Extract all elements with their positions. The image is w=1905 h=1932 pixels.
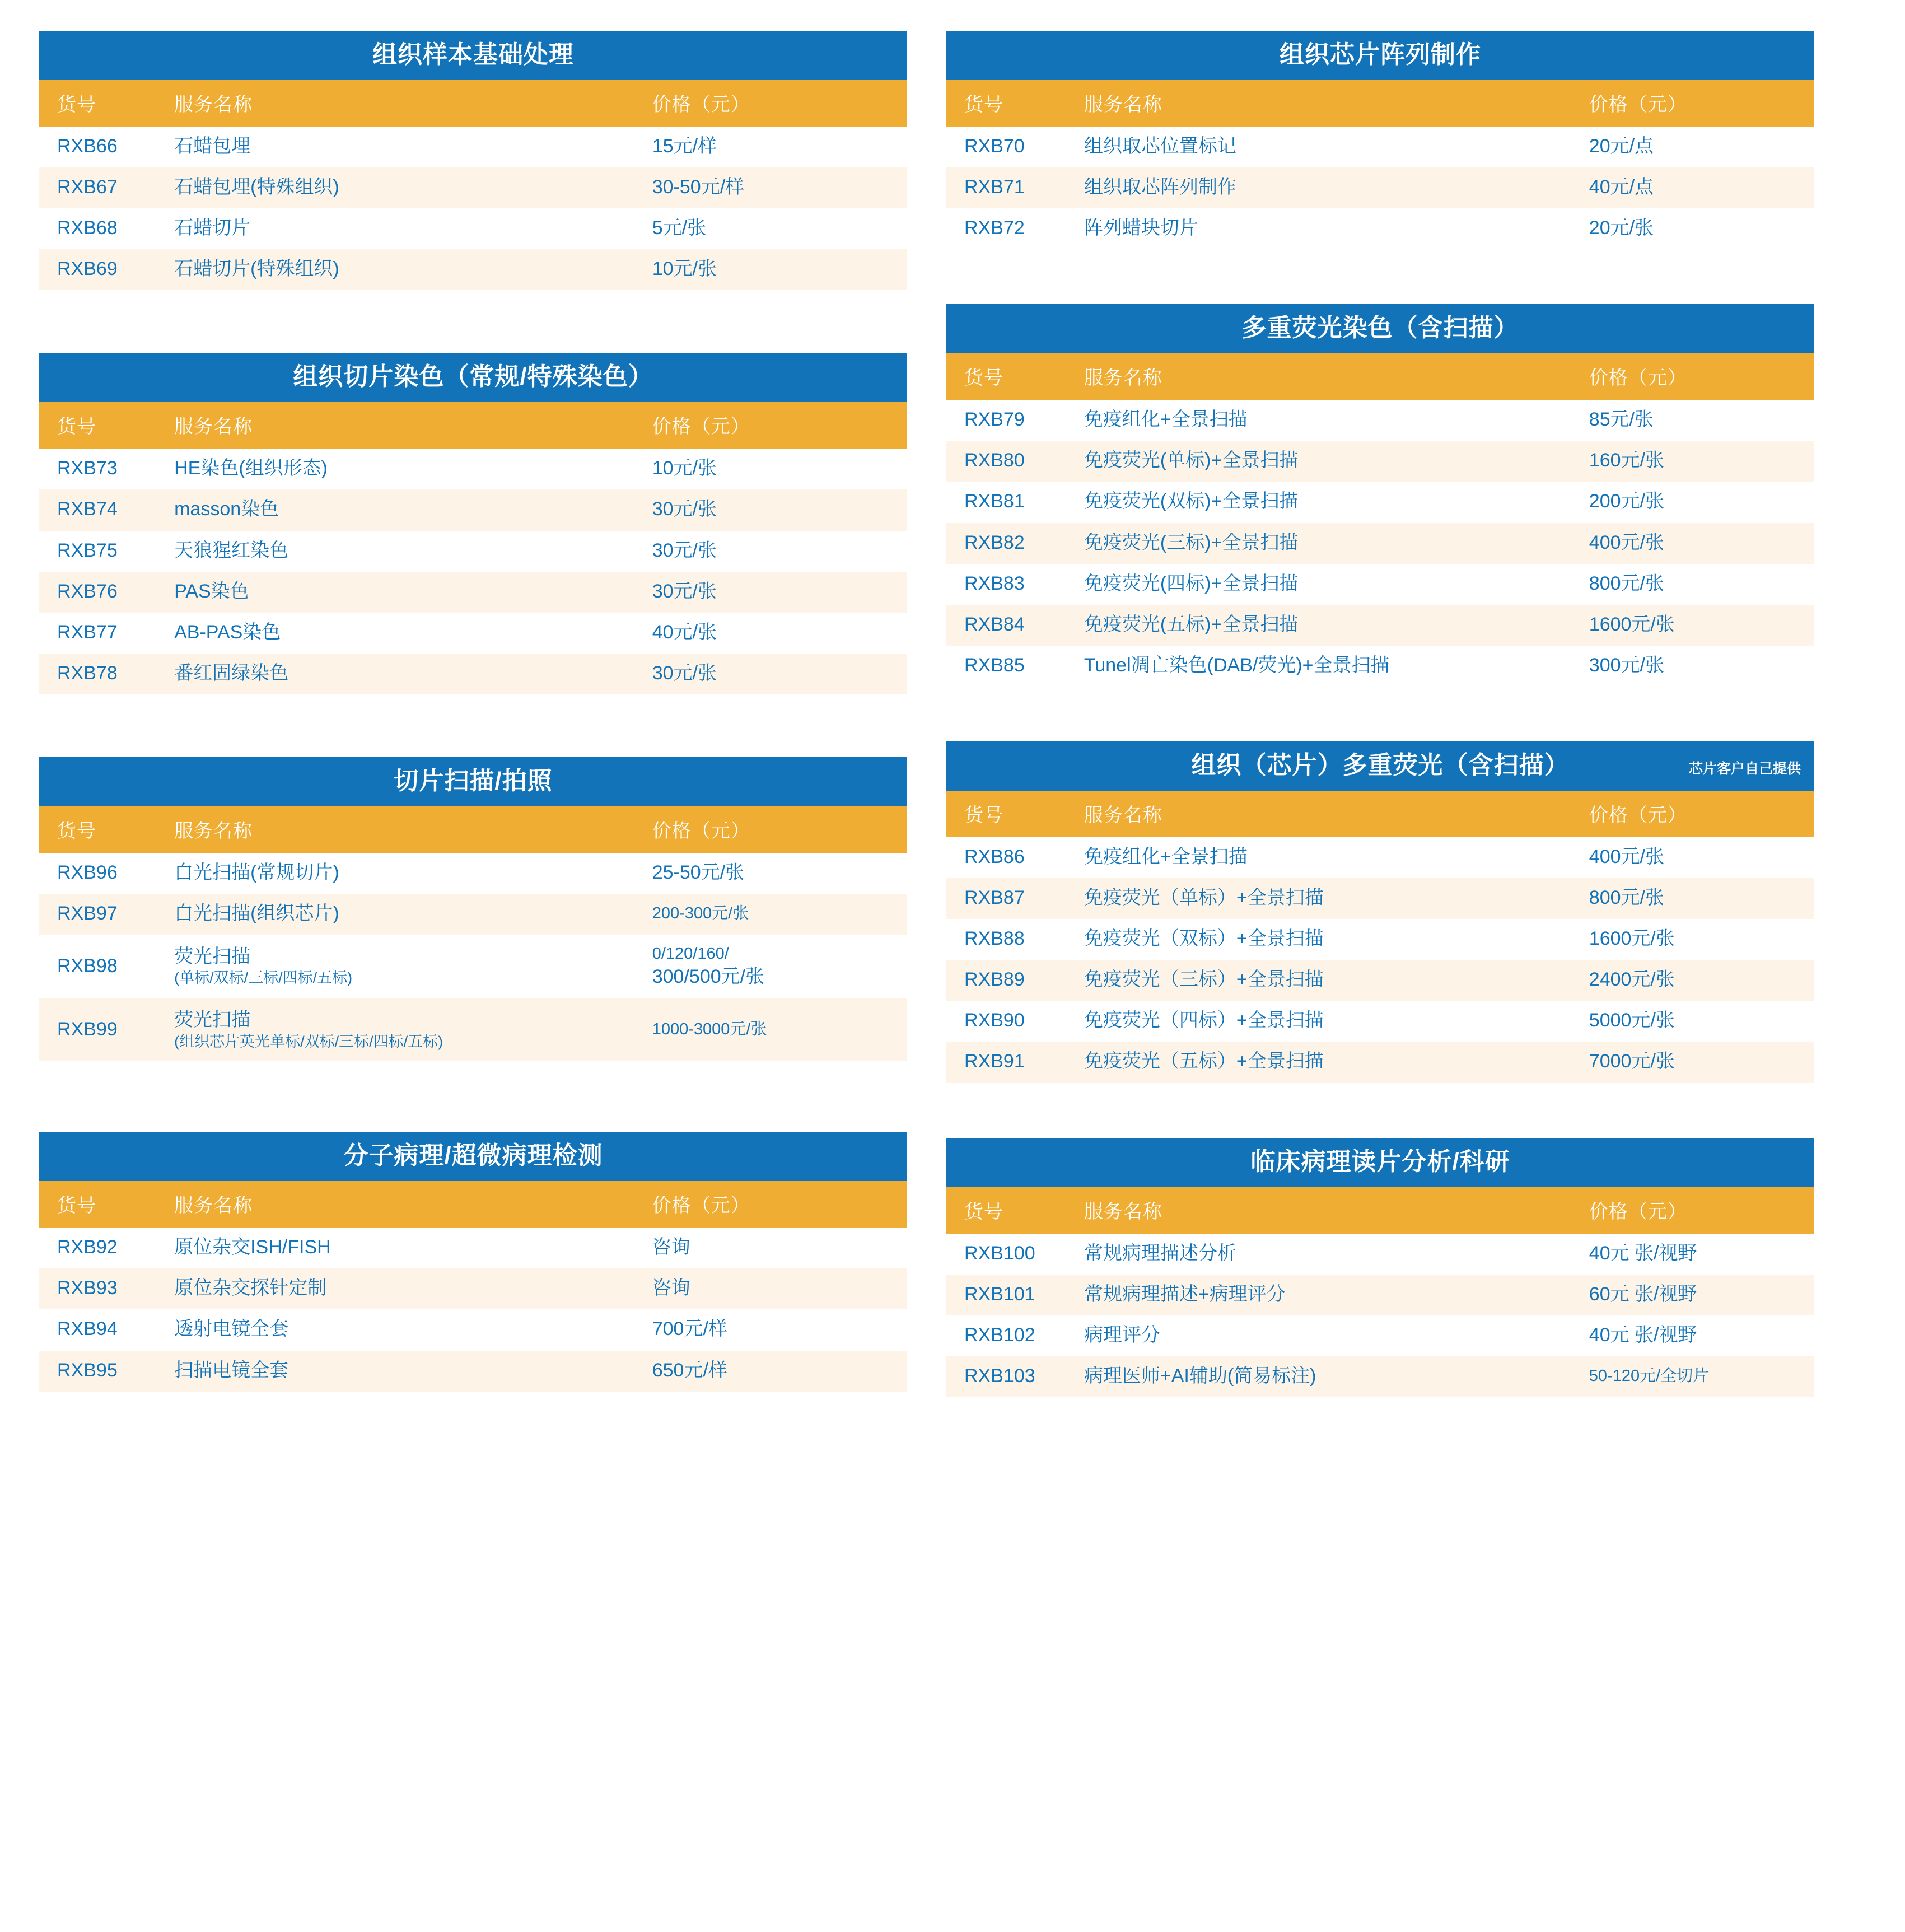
- cell-code: RXB67: [57, 176, 118, 198]
- cell-code: RXB87: [964, 887, 1025, 909]
- column-header-price: 价格（元）: [650, 402, 907, 449]
- cell-code: RXB80: [964, 450, 1025, 472]
- table-title: [39, 1132, 907, 1181]
- cell-price: 30元/张: [652, 662, 717, 684]
- cell-code: RXB84: [964, 613, 1025, 635]
- price-table-card: [946, 741, 1814, 1083]
- cell-service-name: HE染色(组织形态): [174, 458, 328, 479]
- cell-service-name: 石蜡包埋(特殊组织): [174, 176, 339, 198]
- cell-code: RXB83: [964, 572, 1025, 594]
- table-row: [39, 613, 907, 654]
- table-row: [946, 960, 1814, 1001]
- table-row: [39, 572, 907, 613]
- price-table-card: [946, 304, 1814, 687]
- cell-price: 1000-3000元/张: [652, 1020, 767, 1038]
- table-row: [946, 1356, 1814, 1397]
- column-header-code: 货号: [39, 402, 174, 449]
- column-header-price: 价格（元）: [650, 1181, 907, 1228]
- cell-service-name: 荧光扫描 (组织芯片英光单标/双标/三标/四标/五标): [174, 1009, 443, 1050]
- cell-service-name: 免疫组化+全景扫描: [1084, 409, 1248, 431]
- cell-service-name: 扫描电镜全套: [174, 1359, 289, 1381]
- spacer: [946, 249, 1814, 304]
- cell-service-name: 免疫荧光(五标)+全景扫描: [1084, 613, 1299, 635]
- table-row: [946, 1042, 1814, 1082]
- table-row: [39, 167, 907, 208]
- table-row: [946, 564, 1814, 605]
- table-header-row: [39, 1181, 907, 1228]
- cell-code: RXB74: [57, 498, 118, 520]
- table-row: [39, 208, 907, 249]
- cell-price: 40元 张/视野: [1589, 1324, 1697, 1346]
- column-header-name: 服务名称: [174, 806, 650, 853]
- column-header-name: 服务名称: [174, 1181, 650, 1228]
- column-header-code: 货号: [39, 806, 174, 853]
- cell-code: RXB77: [57, 621, 118, 643]
- cell-code: RXB95: [57, 1359, 118, 1381]
- cell-service-name: 石蜡包埋: [174, 136, 251, 157]
- cell-price: 30元/张: [652, 580, 717, 602]
- table-row: [946, 127, 1814, 167]
- cell-service-name: 免疫荧光（四标）+全景扫描: [1084, 1010, 1324, 1032]
- cell-code: RXB96: [57, 861, 118, 883]
- column-header-code: 货号: [39, 80, 174, 127]
- spacer: [39, 290, 907, 353]
- price-table: [946, 791, 1814, 1083]
- cell-price: 700元/样: [652, 1318, 727, 1340]
- cell-service-name: 组织取芯位置标记: [1084, 136, 1236, 157]
- price-table-card: [39, 353, 907, 694]
- cell-price: 40元/张: [652, 621, 717, 643]
- cell-code: RXB93: [57, 1277, 118, 1299]
- cell-price: 咨询: [652, 1236, 690, 1258]
- table-row: [39, 853, 907, 894]
- table-title: [946, 304, 1814, 353]
- table-header-row: [946, 1187, 1814, 1234]
- table-row: [946, 646, 1814, 687]
- column-header-price: 价格（元）: [1587, 1187, 1814, 1234]
- price-table-card: [946, 31, 1814, 249]
- table-row: [946, 482, 1814, 522]
- cell-price: 1600元/张: [1589, 613, 1675, 635]
- column-header-name: 服务名称: [174, 80, 650, 127]
- table-row: [39, 1309, 907, 1350]
- cell-service-name: 病理评分: [1084, 1324, 1160, 1346]
- column-header-code: 货号: [946, 791, 1084, 837]
- table-title-note: 芯片客户自己提供: [1688, 760, 1801, 777]
- cell-price: 10元/张: [652, 258, 717, 280]
- table-title: [946, 31, 1814, 80]
- column-header-price: 价格（元）: [650, 80, 907, 127]
- column-header-price: 价格（元）: [1587, 80, 1814, 127]
- cell-price: 20元/点: [1589, 136, 1654, 157]
- spacer: [946, 1083, 1814, 1138]
- table-title-text: 切片扫描/拍照: [394, 767, 553, 795]
- cell-price: 200-300元/张: [652, 904, 749, 922]
- table-row: [946, 919, 1814, 960]
- price-table: [946, 1187, 1814, 1397]
- table-title-text: 组织样本基础处理: [372, 41, 574, 68]
- table-title-text: 多重荧光染色（含扫描）: [1241, 314, 1519, 342]
- cell-code: RXB82: [964, 531, 1025, 553]
- cell-service-name: 石蜡切片(特殊组织): [174, 258, 339, 280]
- table-title-text: 临床病理读片分析/科研: [1250, 1147, 1510, 1175]
- cell-service-name: 免疫荧光（双标）+全景扫描: [1084, 928, 1324, 950]
- table-row: [39, 1351, 907, 1392]
- cell-price: 0/120/160/ 300/500元/张: [652, 945, 765, 987]
- left-column: [39, 31, 907, 1397]
- cell-code: RXB78: [57, 662, 118, 684]
- cell-price: 85元/张: [1589, 409, 1654, 431]
- price-list-columns: [39, 31, 1866, 1397]
- cell-price: 650元/样: [652, 1359, 727, 1381]
- cell-code: RXB88: [964, 928, 1025, 950]
- cell-service-name: 常规病理描述分析: [1084, 1242, 1236, 1264]
- cell-price: 30元/张: [652, 539, 717, 561]
- price-table: [39, 1181, 907, 1391]
- cell-price: 7000元/张: [1589, 1051, 1675, 1072]
- cell-service-name: 原位杂交ISH/FISH: [174, 1236, 331, 1258]
- cell-service-name: 石蜡切片: [174, 217, 251, 239]
- table-title: [946, 741, 1814, 791]
- table-row: [946, 208, 1814, 249]
- cell-code: RXB75: [57, 539, 118, 561]
- price-table-card: [39, 757, 907, 1061]
- column-header-name: 服务名称: [1084, 80, 1587, 127]
- cell-price: 40元/点: [1589, 176, 1654, 198]
- table-row: [946, 523, 1814, 564]
- cell-service-name: 免疫荧光(四标)+全景扫描: [1084, 572, 1299, 594]
- cell-service-name: 免疫组化+全景扫描: [1084, 846, 1248, 867]
- table-row: [946, 837, 1814, 878]
- column-header-code: 货号: [39, 1181, 174, 1228]
- table-row: [39, 127, 907, 167]
- table-row: [39, 1268, 907, 1309]
- cell-code: RXB76: [57, 580, 118, 602]
- table-header-row: [946, 791, 1814, 837]
- price-table-card: [39, 31, 907, 290]
- cell-price: 300元/张: [1589, 654, 1664, 676]
- cell-service-name: 组织取芯阵列制作: [1084, 176, 1236, 198]
- cell-code: RXB98: [57, 955, 118, 977]
- cell-price: 60元 张/视野: [1589, 1283, 1697, 1305]
- cell-price: 30-50元/样: [652, 176, 745, 198]
- cell-service-name: 免疫荧光（单标）+全景扫描: [1084, 887, 1324, 909]
- table-title: [946, 1138, 1814, 1187]
- cell-service-name: 常规病理描述+病理评分: [1084, 1283, 1286, 1305]
- table-row: [946, 605, 1814, 646]
- table-row: [946, 1001, 1814, 1042]
- cell-service-name: 番红固绿染色: [174, 662, 289, 684]
- cell-price: 5元/张: [652, 217, 707, 239]
- table-row: [39, 1228, 907, 1268]
- cell-price: 1600元/张: [1589, 928, 1675, 950]
- table-title-text: 组织（芯片）多重荧光（含扫描）: [1191, 751, 1570, 779]
- cell-price: 咨询: [652, 1277, 690, 1299]
- cell-code: RXB70: [964, 136, 1025, 157]
- cell-code: RXB79: [964, 409, 1025, 431]
- column-header-code: 货号: [946, 353, 1084, 400]
- cell-service-name: 免疫荧光（三标）+全景扫描: [1084, 969, 1324, 991]
- price-table: [946, 80, 1814, 249]
- column-header-name: 服务名称: [1084, 791, 1587, 837]
- right-column: [946, 31, 1814, 1397]
- cell-service-name: 免疫荧光(单标)+全景扫描: [1084, 450, 1299, 472]
- cell-service-name: 原位杂交探针定制: [174, 1277, 327, 1299]
- cell-code: RXB90: [964, 1010, 1025, 1032]
- cell-price: 20元/张: [1589, 217, 1654, 239]
- table-row: [39, 935, 907, 998]
- spacer: [39, 694, 907, 757]
- cell-code: RXB102: [964, 1324, 1035, 1346]
- cell-code: RXB73: [57, 458, 118, 479]
- cell-service-name: Tunel凋亡染色(DAB/荧光)+全景扫描: [1084, 654, 1390, 676]
- column-header-name: 服务名称: [1084, 353, 1587, 400]
- table-row: [39, 449, 907, 489]
- cell-code: RXB68: [57, 217, 118, 239]
- column-header-price: 价格（元）: [1587, 791, 1814, 837]
- cell-code: RXB89: [964, 969, 1025, 991]
- table-row: [39, 249, 907, 290]
- column-header-price: 价格（元）: [650, 806, 907, 853]
- cell-service-name: 免疫荧光(双标)+全景扫描: [1084, 491, 1299, 512]
- table-title-text: 组织芯片阵列制作: [1280, 41, 1481, 68]
- spacer: [946, 687, 1814, 741]
- cell-price: 30元/张: [652, 498, 717, 520]
- price-table: [39, 806, 907, 1061]
- table-row: [946, 441, 1814, 482]
- column-header-name: 服务名称: [1084, 1187, 1587, 1234]
- cell-code: RXB85: [964, 654, 1025, 676]
- cell-code: RXB72: [964, 217, 1025, 239]
- table-header-row: [946, 80, 1814, 127]
- cell-code: RXB86: [964, 846, 1025, 867]
- cell-code: RXB94: [57, 1318, 118, 1340]
- table-header-row: [39, 806, 907, 853]
- cell-code: RXB69: [57, 258, 118, 280]
- cell-price: 200元/张: [1589, 491, 1664, 512]
- spacer: [39, 1061, 907, 1132]
- table-title-text: 组织切片染色（常规/特殊染色）: [293, 363, 653, 391]
- table-title-text: 分子病理/超微病理检测: [343, 1142, 603, 1170]
- cell-price: 40元 张/视野: [1589, 1242, 1697, 1264]
- table-row: [39, 894, 907, 935]
- column-header-name: 服务名称: [174, 402, 650, 449]
- cell-service-name: 免疫荧光(三标)+全景扫描: [1084, 531, 1299, 553]
- table-row: [946, 167, 1814, 208]
- cell-service-name: 白光扫描(组织芯片): [174, 903, 339, 925]
- price-table-card: [39, 1132, 907, 1391]
- table-row: [39, 489, 907, 530]
- cell-code: RXB103: [964, 1365, 1035, 1387]
- price-table: [39, 80, 907, 290]
- cell-service-name: 白光扫描(常规切片): [174, 861, 339, 883]
- table-row: [946, 400, 1814, 441]
- cell-service-name: 阵列蜡块切片: [1084, 217, 1198, 239]
- table-header-row: [39, 402, 907, 449]
- cell-service-name: 透射电镜全套: [174, 1318, 289, 1340]
- cell-price: 800元/张: [1589, 572, 1664, 594]
- cell-code: RXB81: [964, 491, 1025, 512]
- price-table: [39, 402, 907, 694]
- cell-price: 2400元/张: [1589, 969, 1675, 991]
- column-header-code: 货号: [946, 1187, 1084, 1234]
- cell-price: 400元/张: [1589, 531, 1664, 553]
- cell-code: RXB92: [57, 1236, 118, 1258]
- table-row: [946, 1275, 1814, 1315]
- cell-code: RXB91: [964, 1051, 1025, 1072]
- table-header-row: [39, 80, 907, 127]
- table-title: [39, 353, 907, 402]
- price-table: [946, 353, 1814, 687]
- table-title: [39, 757, 907, 806]
- table-row: [946, 1315, 1814, 1356]
- cell-price: 5000元/张: [1589, 1010, 1675, 1032]
- cell-code: RXB99: [57, 1018, 118, 1040]
- cell-price: 160元/张: [1589, 450, 1664, 472]
- cell-price: 10元/张: [652, 458, 717, 479]
- cell-service-name: 免疫荧光（五标）+全景扫描: [1084, 1051, 1324, 1072]
- table-row: [946, 878, 1814, 919]
- cell-price: 15元/样: [652, 136, 717, 157]
- table-title: [39, 31, 907, 80]
- cell-code: RXB101: [964, 1283, 1035, 1305]
- cell-price: 400元/张: [1589, 846, 1664, 867]
- table-row: [946, 1234, 1814, 1275]
- cell-service-name: masson染色: [174, 498, 279, 520]
- cell-service-name: 荧光扫描 (单标/双标/三标/四标/五标): [174, 946, 353, 987]
- cell-code: RXB100: [964, 1242, 1035, 1264]
- cell-price: 25-50元/张: [652, 861, 745, 883]
- cell-service-name: PAS染色: [174, 580, 249, 602]
- cell-code: RXB66: [57, 136, 118, 157]
- table-row: [39, 998, 907, 1061]
- column-header-price: 价格（元）: [1587, 353, 1814, 400]
- table-row: [39, 531, 907, 572]
- cell-price: 800元/张: [1589, 887, 1664, 909]
- cell-service-name: AB-PAS染色: [174, 621, 281, 643]
- cell-code: RXB97: [57, 903, 118, 925]
- price-table-card: [946, 1138, 1814, 1397]
- table-row: [39, 654, 907, 694]
- column-header-code: 货号: [946, 80, 1084, 127]
- cell-service-name: 天狼猩红染色: [174, 539, 289, 561]
- cell-code: RXB71: [964, 176, 1025, 198]
- cell-service-name: 病理医师+AI辅助(简易标注): [1084, 1365, 1316, 1387]
- table-header-row: [946, 353, 1814, 400]
- cell-price: 50-120元/全切片: [1589, 1366, 1710, 1385]
